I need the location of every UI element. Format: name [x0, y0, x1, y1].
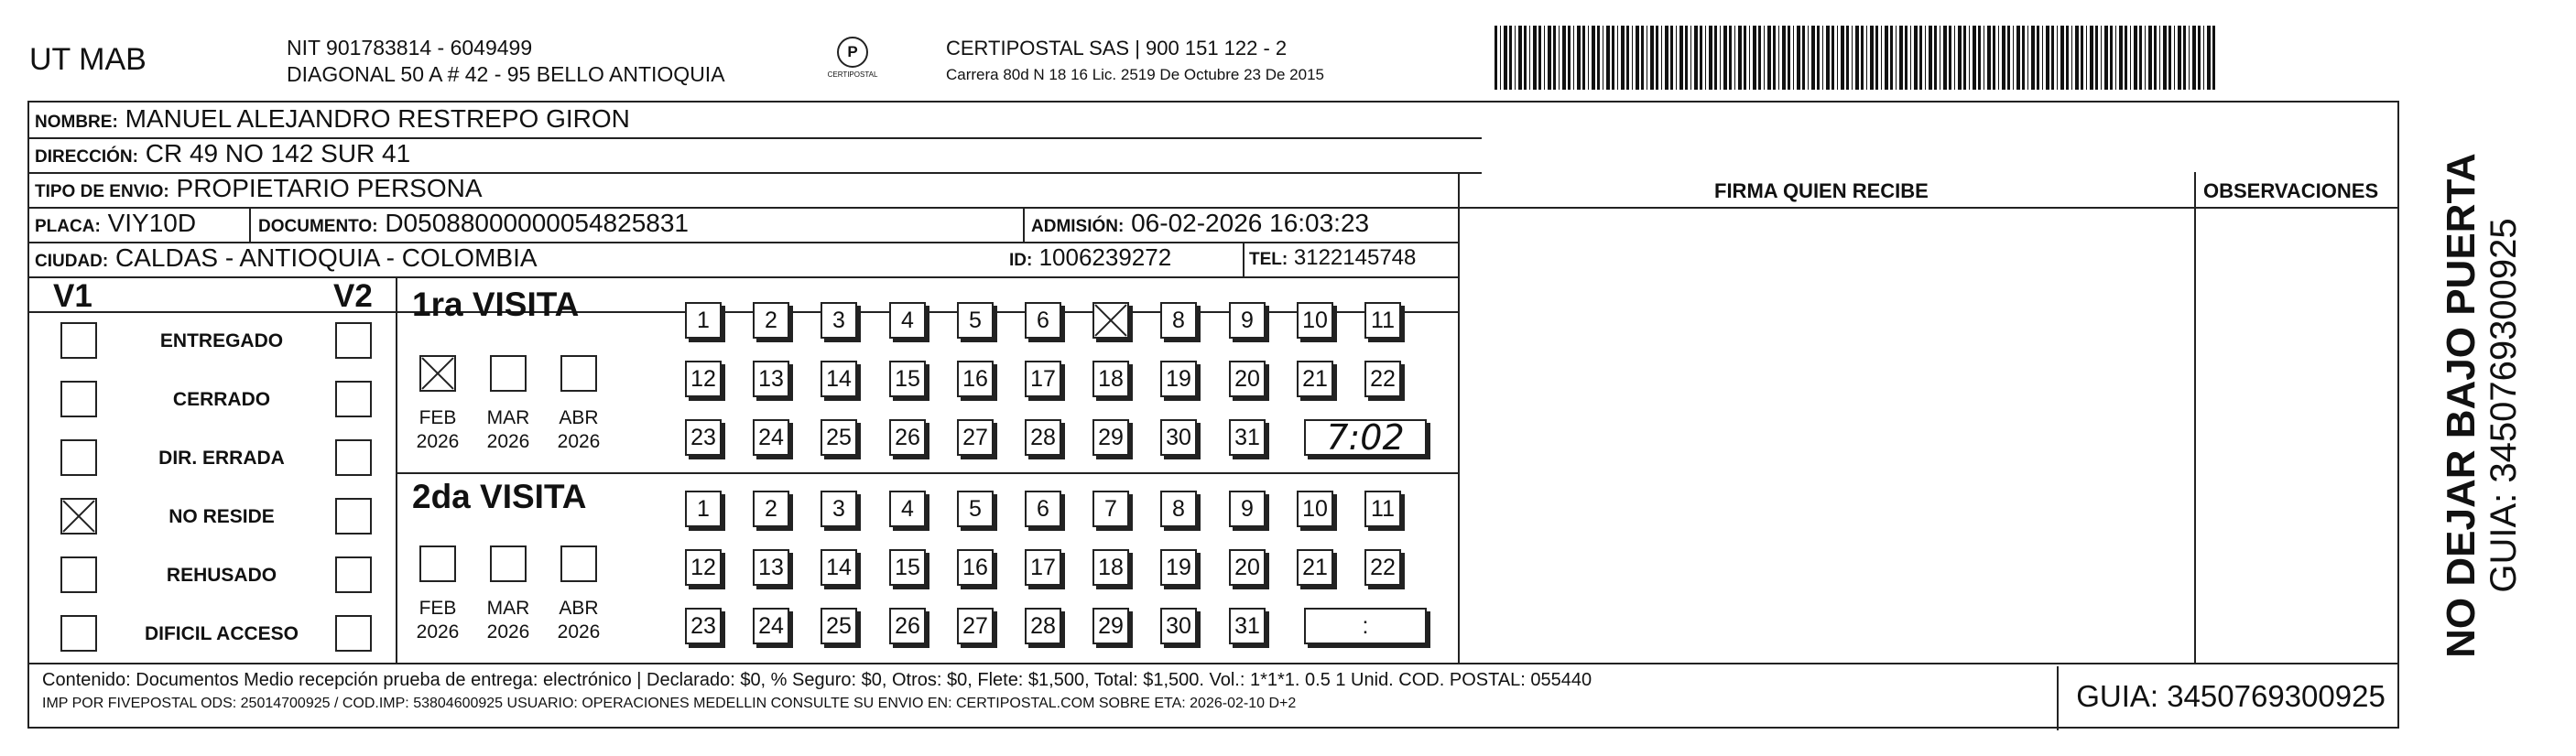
visit1-day-15[interactable]: 15	[889, 361, 926, 397]
visit1-day-30[interactable]: 30	[1160, 419, 1197, 456]
visit2-month-abr	[554, 597, 603, 644]
visit2-title: 2da VISITA	[412, 478, 587, 515]
side-rotated	[2440, 85, 2524, 726]
field-value: CALDAS - ANTIOQUIA - COLOMBIA	[115, 243, 538, 272]
field-direccion	[35, 139, 410, 168]
visit1-time-handwritten: 7:02	[1326, 417, 1405, 458]
visit1-day-24[interactable]: 24	[753, 419, 789, 456]
visit2-day-23[interactable]: 23	[685, 608, 722, 644]
visit2-day-30[interactable]: 30	[1160, 608, 1197, 644]
firma-label: FIRMA QUIEN RECIBE	[1714, 179, 1929, 202]
visit2-day-14[interactable]: 14	[821, 549, 857, 586]
visit2-day-27[interactable]: 27	[957, 608, 994, 644]
visit2-day-6[interactable]: 6	[1025, 491, 1061, 527]
visit2-day-21[interactable]: 21	[1297, 549, 1333, 586]
visit1-day-14[interactable]: 14	[821, 361, 857, 397]
visit1-month-mar	[484, 406, 533, 454]
column-divider	[249, 207, 251, 242]
visit2-month-feb	[413, 597, 462, 644]
visit2-day-2[interactable]: 2	[753, 491, 789, 527]
visit2-day-9[interactable]: 9	[1229, 491, 1266, 527]
visit2-day-28[interactable]: 28	[1025, 608, 1061, 644]
visit2-day-24[interactable]: 24	[753, 608, 789, 644]
visit1-day-29[interactable]: 29	[1092, 419, 1129, 456]
field-placa	[35, 209, 196, 238]
field-value: 06-02-2026 16:03:23	[1131, 209, 1370, 237]
field-value: PROPIETARIO PERSONA	[176, 174, 483, 202]
visit2-day-8[interactable]: 8	[1160, 491, 1197, 527]
visit2-day-16[interactable]: 16	[957, 549, 994, 586]
visit1-day-12[interactable]: 12	[685, 361, 722, 397]
status-label-no-reside: NO RESIDE	[168, 506, 275, 527]
visit2-day-22[interactable]: 22	[1364, 549, 1401, 586]
visit2-day-7[interactable]: 7	[1092, 491, 1129, 527]
v2-checkbox-dir-errada[interactable]	[335, 439, 372, 476]
side-guia: GUIA: 3450769300925	[2484, 218, 2524, 593]
month-name: MAR	[486, 407, 530, 428]
visit1-month-feb	[413, 406, 462, 454]
visit1-day-10[interactable]: 10	[1297, 302, 1333, 339]
field-tipo	[35, 174, 483, 203]
field-label: TEL:	[1249, 250, 1288, 269]
visit1-day-7[interactable]	[1092, 302, 1129, 339]
visit1-day-4[interactable]: 4	[889, 302, 926, 339]
visit1-day-26[interactable]: 26	[889, 419, 926, 456]
v2-checkbox-entregado[interactable]	[335, 322, 372, 359]
sender-nit: NIT 901783814 - 6049499	[287, 36, 533, 59]
visit1-day-21[interactable]: 21	[1297, 361, 1333, 397]
column-divider	[1023, 207, 1025, 242]
status-label-dificil-acceso: DIFICIL ACCESO	[144, 623, 299, 644]
footer-content-line: Contenido: Documentos Medio recepción prueba de entrega: electrónico | Declarado: $0, % Seguro: $0, Otros: $0, Flete: $1,500, Total: $1,500. Vol.: 1*1*1. 0.5 1 Unid. COD. POSTAL: 055440	[42, 670, 1592, 690]
visit1-day-1[interactable]: 1	[685, 302, 722, 339]
visit1-day-18[interactable]: 18	[1092, 361, 1129, 397]
v1-checkbox-dir-errada[interactable]	[60, 439, 97, 476]
field-tel	[1249, 245, 1416, 271]
visit1-month-abr-checkbox[interactable]	[560, 355, 597, 392]
delivery-form	[27, 101, 2399, 729]
column-divider	[2194, 172, 2196, 663]
logo-text: CERTIPOSTAL	[827, 70, 878, 79]
visit1-day-25[interactable]: 25	[821, 419, 857, 456]
company-logo	[821, 37, 885, 79]
observaciones-label: OBSERVACIONES	[2203, 179, 2379, 202]
visit2-day-25[interactable]: 25	[821, 608, 857, 644]
month-name: FEB	[418, 407, 457, 428]
visit1-day-3[interactable]: 3	[821, 302, 857, 339]
field-documento	[258, 209, 689, 238]
row-divider	[29, 276, 1458, 278]
sender-address: DIAGONAL 50 A # 42 - 95 BELLO ANTIOQUIA	[287, 62, 725, 86]
month-year: 2026	[416, 431, 460, 452]
visit1-day-27[interactable]: 27	[957, 419, 994, 456]
visit2-day-4[interactable]: 4	[889, 491, 926, 527]
month-name: ABR	[559, 407, 599, 428]
v2-checkbox-cerrado[interactable]	[335, 381, 372, 417]
visit2-month-mar-checkbox[interactable]	[490, 545, 527, 582]
field-ciudad	[35, 243, 538, 273]
v2-checkbox-rehusado[interactable]	[335, 556, 372, 593]
visit1-day-20[interactable]: 20	[1229, 361, 1266, 397]
visit2-month-abr-checkbox[interactable]	[560, 545, 597, 582]
v2-checkbox-no-reside[interactable]	[335, 498, 372, 535]
v2-heading: V2	[333, 278, 373, 314]
field-label: PLACA:	[35, 217, 101, 236]
month-year: 2026	[486, 431, 530, 452]
field-label: DOCUMENTO:	[258, 217, 378, 236]
sender-info	[287, 35, 725, 88]
row-divider	[29, 663, 2397, 664]
status-label-entregado: ENTREGADO	[159, 330, 284, 351]
field-id	[1009, 243, 1171, 272]
visit1-day-19[interactable]: 19	[1160, 361, 1197, 397]
field-label: ADMISIÓN:	[1031, 217, 1125, 236]
field-label: NOMBRE:	[35, 113, 118, 132]
visit2-day-31[interactable]: 31	[1229, 608, 1266, 644]
month-year: 2026	[557, 621, 601, 643]
visit2-month-feb-checkbox[interactable]	[419, 545, 456, 582]
visit2-day-10[interactable]: 10	[1297, 491, 1333, 527]
v1-checkbox-dificil-acceso[interactable]	[60, 615, 97, 652]
month-year: 2026	[486, 621, 530, 643]
field-nombre	[35, 104, 630, 134]
month-year: 2026	[557, 431, 601, 452]
company-license: Carrera 80d N 18 16 Lic. 2519 De Octubre 23 De 2015	[946, 66, 1324, 83]
visit2-day-17[interactable]: 17	[1025, 549, 1061, 586]
visit2-day-11[interactable]: 11	[1364, 491, 1401, 527]
visit1-day-13[interactable]: 13	[753, 361, 789, 397]
visit2-day-15[interactable]: 15	[889, 549, 926, 586]
field-label: DIRECCIÓN:	[35, 147, 138, 167]
visit1-time-box[interactable]	[1304, 419, 1427, 456]
visit1-day-5[interactable]: 5	[957, 302, 994, 339]
logo-icon: P	[837, 37, 868, 68]
visit1-day-11[interactable]: 11	[1364, 302, 1401, 339]
field-value: 1006239272	[1038, 243, 1172, 271]
side-warning: NO DEJAR BAJO PUERTA	[2439, 153, 2484, 658]
visit1-day-17[interactable]: 17	[1025, 361, 1061, 397]
visit2-time-box[interactable]: :	[1304, 608, 1427, 644]
visit2-day-13[interactable]: 13	[753, 549, 789, 586]
visit1-day-23[interactable]: 23	[685, 419, 722, 456]
v2-checkbox-dificil-acceso[interactable]	[335, 615, 372, 652]
visit1-day-31[interactable]: 31	[1229, 419, 1266, 456]
visit2-day-20[interactable]: 20	[1229, 549, 1266, 586]
visit2-day-1[interactable]: 1	[685, 491, 722, 527]
visit1-day-28[interactable]: 28	[1025, 419, 1061, 456]
visit2-day-29[interactable]: 29	[1092, 608, 1129, 644]
column-divider	[396, 276, 397, 663]
visit1-day-22[interactable]: 22	[1364, 361, 1401, 397]
visit2-day-19[interactable]: 19	[1160, 549, 1197, 586]
footer-guia: GUIA: 3450769300925	[2057, 666, 2403, 730]
visit1-day-6[interactable]: 6	[1025, 302, 1061, 339]
v1-checkbox-no-reside[interactable]	[60, 498, 97, 535]
barcode	[1495, 26, 2215, 90]
visit2-month-mar	[484, 597, 533, 644]
visit1-month-mar-checkbox[interactable]	[490, 355, 527, 392]
field-label: ID:	[1009, 251, 1033, 270]
status-label-dir-errada: DIR. ERRADA	[158, 448, 285, 469]
visit2-day-18[interactable]: 18	[1092, 549, 1129, 586]
field-value: VIY10D	[107, 209, 197, 237]
v1-checkbox-rehusado[interactable]	[60, 556, 97, 593]
visit1-day-2[interactable]: 2	[753, 302, 789, 339]
visit1-month-abr	[554, 406, 603, 454]
status-label-rehusado: REHUSADO	[166, 565, 277, 586]
month-name: FEB	[418, 598, 457, 619]
visit2-day-3[interactable]: 3	[821, 491, 857, 527]
status-label-cerrado: CERRADO	[172, 389, 271, 410]
field-value: MANUEL ALEJANDRO RESTREPO GIRON	[125, 104, 630, 133]
visit1-day-8[interactable]: 8	[1160, 302, 1197, 339]
side-panel	[2408, 88, 2555, 723]
visit-divider	[396, 472, 1458, 474]
field-admision	[1031, 209, 1369, 238]
sender-code: UT MAB	[29, 42, 147, 77]
field-value: 3122145748	[1293, 245, 1417, 270]
v1-checkbox-entregado[interactable]	[60, 322, 97, 359]
field-label: CIUDAD:	[35, 252, 109, 271]
month-name: ABR	[559, 598, 599, 619]
visit1-day-9[interactable]: 9	[1229, 302, 1266, 339]
column-divider	[1243, 242, 1245, 276]
field-label: TIPO DE ENVIO:	[35, 182, 169, 201]
visit2-day-12[interactable]: 12	[685, 549, 722, 586]
field-value: D05088000000054825831	[385, 209, 689, 237]
visit1-title: 1ra VISITA	[412, 286, 580, 323]
month-year: 2026	[416, 621, 460, 643]
company-name: CERTIPOSTAL SAS | 900 151 122 - 2	[946, 37, 1288, 59]
column-divider	[1458, 172, 1460, 663]
footer-print-line: IMP POR FIVEPOSTAL ODS: 25014700925 / COD.IMP: 53804600925 USUARIO: OPERACIONES MEDELLIN CONSULTE SU ENVIO EN: CERTIPOSTAL.COM SOBRE ETA: 2026-02-10 D+2	[42, 696, 1297, 711]
visit1-month-feb-checkbox[interactable]	[419, 355, 456, 392]
visit2-day-26[interactable]: 26	[889, 608, 926, 644]
company-info	[946, 35, 1324, 88]
visit2-day-5[interactable]: 5	[957, 491, 994, 527]
month-name: MAR	[486, 598, 530, 619]
visit1-day-16[interactable]: 16	[957, 361, 994, 397]
v1-heading: V1	[53, 278, 92, 314]
v1-checkbox-cerrado[interactable]	[60, 381, 97, 417]
field-value: CR 49 NO 142 SUR 41	[145, 139, 411, 167]
